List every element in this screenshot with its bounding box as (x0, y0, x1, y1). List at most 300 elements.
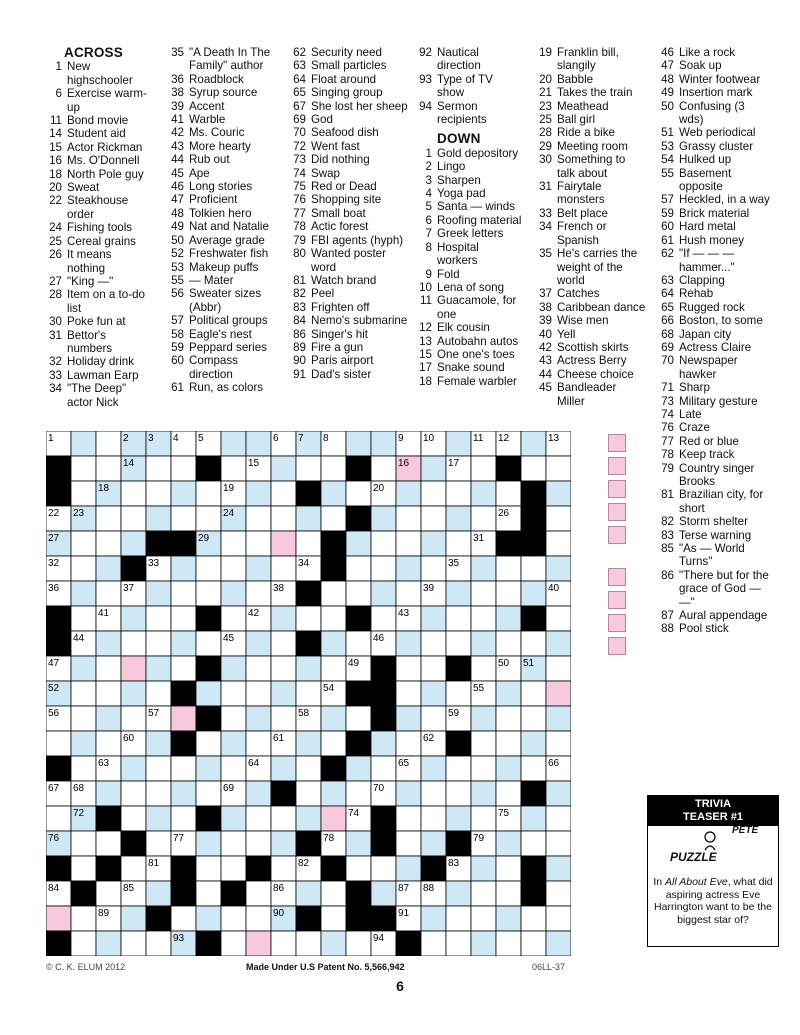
grid-cell[interactable] (371, 756, 396, 781)
grid-cell[interactable] (521, 431, 546, 456)
grid-cell[interactable] (121, 606, 146, 631)
grid-cell[interactable] (221, 681, 246, 706)
grid-cell[interactable] (296, 656, 321, 681)
grid-cell[interactable] (496, 581, 521, 606)
grid-cell[interactable] (446, 906, 471, 931)
grid-cell[interactable] (121, 531, 146, 556)
grid-cell[interactable] (171, 456, 196, 481)
grid-cell[interactable] (271, 831, 296, 856)
grid-cell[interactable] (521, 456, 546, 481)
grid-cell[interactable] (521, 706, 546, 731)
grid-cell[interactable] (296, 756, 321, 781)
grid-cell[interactable] (421, 506, 446, 531)
grid-cell[interactable] (396, 706, 421, 731)
grid-cell[interactable] (171, 581, 196, 606)
grid-cell[interactable] (146, 656, 171, 681)
grid-cell[interactable] (171, 706, 196, 731)
grid-cell[interactable] (496, 481, 521, 506)
grid-cell[interactable] (496, 931, 521, 956)
grid-cell[interactable] (446, 756, 471, 781)
grid-cell[interactable] (396, 531, 421, 556)
trivia-answer-boxes-top[interactable] (608, 434, 626, 549)
grid-cell[interactable] (221, 531, 246, 556)
grid-cell[interactable] (71, 681, 96, 706)
grid-cell[interactable] (146, 631, 171, 656)
grid-cell[interactable] (371, 506, 396, 531)
grid-cell[interactable] (96, 706, 121, 731)
grid-cell[interactable] (446, 681, 471, 706)
grid-cell[interactable] (546, 481, 571, 506)
trivia-answer-boxes-bottom[interactable] (608, 568, 626, 660)
grid-cell[interactable] (321, 456, 346, 481)
grid-cell[interactable] (521, 806, 546, 831)
grid-cell[interactable] (121, 856, 146, 881)
grid-cell[interactable] (396, 806, 421, 831)
grid-cell[interactable] (246, 706, 271, 731)
grid-cell[interactable] (321, 731, 346, 756)
answer-box[interactable] (608, 526, 626, 544)
grid-cell[interactable] (71, 556, 96, 581)
grid-cell[interactable] (271, 806, 296, 831)
grid-cell[interactable] (221, 856, 246, 881)
grid-cell[interactable] (96, 431, 121, 456)
grid-cell[interactable] (321, 581, 346, 606)
grid-cell[interactable] (521, 581, 546, 606)
grid-cell[interactable] (421, 931, 446, 956)
grid-cell[interactable] (346, 706, 371, 731)
grid-cell[interactable] (221, 806, 246, 831)
grid-cell[interactable] (121, 781, 146, 806)
grid-cell[interactable] (396, 681, 421, 706)
grid-cell[interactable] (221, 656, 246, 681)
grid-cell[interactable] (221, 606, 246, 631)
grid-cell[interactable] (546, 606, 571, 631)
grid-cell[interactable] (496, 606, 521, 631)
grid-cell[interactable] (396, 831, 421, 856)
grid-cell[interactable] (446, 531, 471, 556)
grid-cell[interactable] (121, 906, 146, 931)
grid-cell[interactable] (546, 531, 571, 556)
grid-cell[interactable] (71, 456, 96, 481)
grid-cell[interactable] (321, 631, 346, 656)
grid-cell[interactable] (146, 456, 171, 481)
grid-cell[interactable] (446, 606, 471, 631)
grid-cell[interactable] (521, 931, 546, 956)
grid-cell[interactable] (246, 831, 271, 856)
grid-cell[interactable] (246, 481, 271, 506)
grid-cell[interactable] (371, 606, 396, 631)
grid-cell[interactable] (146, 781, 171, 806)
grid-cell[interactable] (496, 756, 521, 781)
grid-cell[interactable] (196, 756, 221, 781)
grid-cell[interactable] (521, 906, 546, 931)
grid-cell[interactable] (96, 831, 121, 856)
grid-cell[interactable] (71, 906, 96, 931)
grid-cell[interactable] (171, 506, 196, 531)
grid-cell[interactable] (371, 531, 396, 556)
grid-cell[interactable] (246, 631, 271, 656)
grid-cell[interactable] (71, 706, 96, 731)
grid-cell[interactable] (71, 756, 96, 781)
grid-cell[interactable] (221, 831, 246, 856)
grid-cell[interactable] (496, 731, 521, 756)
grid-cell[interactable] (446, 581, 471, 606)
grid-cell[interactable] (521, 681, 546, 706)
grid-cell[interactable] (446, 781, 471, 806)
grid-cell[interactable] (271, 856, 296, 881)
grid-cell[interactable] (296, 456, 321, 481)
grid-cell[interactable] (371, 581, 396, 606)
grid-cell[interactable] (421, 706, 446, 731)
grid-cell[interactable] (146, 731, 171, 756)
grid-cell[interactable] (296, 681, 321, 706)
grid-cell[interactable] (471, 706, 496, 731)
grid-cell[interactable] (496, 556, 521, 581)
grid-cell[interactable] (546, 706, 571, 731)
grid-cell[interactable] (396, 556, 421, 581)
grid-cell[interactable] (321, 781, 346, 806)
grid-cell[interactable] (346, 481, 371, 506)
grid-cell[interactable] (221, 456, 246, 481)
grid-cell[interactable] (421, 631, 446, 656)
grid-cell[interactable] (446, 481, 471, 506)
grid-cell[interactable] (446, 431, 471, 456)
grid-cell[interactable] (196, 681, 221, 706)
grid-cell[interactable] (271, 456, 296, 481)
grid-cell[interactable] (146, 681, 171, 706)
grid-cell[interactable] (546, 656, 571, 681)
grid-cell[interactable] (471, 556, 496, 581)
grid-cell[interactable] (196, 556, 221, 581)
grid-cell[interactable] (96, 556, 121, 581)
grid-cell[interactable] (221, 556, 246, 581)
grid-cell[interactable] (471, 456, 496, 481)
grid-cell[interactable] (246, 931, 271, 956)
grid-cell[interactable] (121, 706, 146, 731)
grid-cell[interactable] (421, 656, 446, 681)
grid-cell[interactable] (271, 481, 296, 506)
grid-cell[interactable] (246, 656, 271, 681)
grid-cell[interactable] (271, 631, 296, 656)
grid-cell[interactable] (146, 831, 171, 856)
grid-cell[interactable] (146, 881, 171, 906)
grid-cell[interactable] (521, 756, 546, 781)
grid-cell[interactable] (546, 931, 571, 956)
grid-cell[interactable] (121, 506, 146, 531)
grid-cell[interactable] (96, 506, 121, 531)
grid-cell[interactable] (521, 556, 546, 581)
grid-cell[interactable] (546, 856, 571, 881)
answer-box[interactable] (608, 591, 626, 609)
grid-cell[interactable] (546, 631, 571, 656)
grid-cell[interactable] (471, 481, 496, 506)
grid-cell[interactable] (96, 581, 121, 606)
grid-cell[interactable] (171, 781, 196, 806)
grid-cell[interactable] (271, 681, 296, 706)
grid-cell[interactable] (321, 481, 346, 506)
grid-cell[interactable] (521, 831, 546, 856)
crossword-grid[interactable] (46, 431, 571, 956)
grid-cell[interactable] (296, 931, 321, 956)
grid-cell[interactable] (471, 881, 496, 906)
grid-cell[interactable] (496, 831, 521, 856)
grid-cell[interactable] (471, 581, 496, 606)
grid-cell[interactable] (96, 931, 121, 956)
grid-cell[interactable] (396, 631, 421, 656)
grid-cell[interactable] (221, 731, 246, 756)
grid-cell[interactable] (146, 581, 171, 606)
grid-cell[interactable] (171, 756, 196, 781)
grid-cell[interactable] (471, 631, 496, 656)
grid-cell[interactable] (221, 756, 246, 781)
answer-box[interactable] (608, 503, 626, 521)
grid-cell[interactable] (346, 831, 371, 856)
grid-cell[interactable] (421, 606, 446, 631)
grid-cell[interactable] (321, 806, 346, 831)
grid-cell[interactable] (71, 431, 96, 456)
answer-box[interactable] (608, 614, 626, 632)
grid-cell[interactable] (496, 781, 521, 806)
grid-cell[interactable] (221, 431, 246, 456)
grid-cell[interactable] (296, 731, 321, 756)
grid-cell[interactable] (171, 631, 196, 656)
grid-cell[interactable] (471, 931, 496, 956)
grid-cell[interactable] (71, 856, 96, 881)
grid-cell[interactable] (371, 881, 396, 906)
grid-cell[interactable] (446, 931, 471, 956)
grid-cell[interactable] (121, 656, 146, 681)
grid-cell[interactable] (496, 631, 521, 656)
grid-cell[interactable] (171, 806, 196, 831)
grid-cell[interactable] (371, 556, 396, 581)
grid-cell[interactable] (246, 506, 271, 531)
grid-cell[interactable] (396, 506, 421, 531)
grid-cell[interactable] (71, 656, 96, 681)
grid-cell[interactable] (546, 506, 571, 531)
grid-cell[interactable] (421, 756, 446, 781)
grid-cell[interactable] (421, 556, 446, 581)
grid-cell[interactable] (546, 881, 571, 906)
grid-cell[interactable] (421, 806, 446, 831)
grid-cell[interactable] (396, 731, 421, 756)
grid-cell[interactable] (546, 731, 571, 756)
grid-cell[interactable] (421, 681, 446, 706)
grid-cell[interactable] (471, 806, 496, 831)
grid-cell[interactable] (271, 506, 296, 531)
grid-cell[interactable] (146, 806, 171, 831)
grid-cell[interactable] (396, 656, 421, 681)
grid-cell[interactable] (521, 731, 546, 756)
grid-cell[interactable] (321, 606, 346, 631)
grid-cell[interactable] (546, 906, 571, 931)
grid-cell[interactable] (96, 881, 121, 906)
grid-cell[interactable] (46, 906, 71, 931)
grid-cell[interactable] (71, 931, 96, 956)
grid-cell[interactable] (146, 756, 171, 781)
grid-cell[interactable] (246, 881, 271, 906)
grid-cell[interactable] (221, 581, 246, 606)
grid-cell[interactable] (421, 831, 446, 856)
grid-cell[interactable] (246, 431, 271, 456)
grid-cell[interactable] (371, 856, 396, 881)
grid-cell[interactable] (546, 456, 571, 481)
answer-box[interactable] (608, 480, 626, 498)
grid-cell[interactable] (321, 881, 346, 906)
answer-box[interactable] (608, 568, 626, 586)
grid-cell[interactable] (246, 556, 271, 581)
grid-cell[interactable] (296, 606, 321, 631)
grid-cell[interactable] (446, 506, 471, 531)
grid-cell[interactable] (346, 531, 371, 556)
grid-cell[interactable] (246, 731, 271, 756)
answer-box[interactable] (608, 637, 626, 655)
grid-cell[interactable] (196, 481, 221, 506)
grid-cell[interactable] (171, 906, 196, 931)
grid-cell[interactable] (296, 506, 321, 531)
grid-cell[interactable] (346, 581, 371, 606)
grid-cell[interactable] (121, 481, 146, 506)
grid-cell[interactable] (446, 881, 471, 906)
grid-cell[interactable] (371, 731, 396, 756)
grid-cell[interactable] (196, 506, 221, 531)
grid-cell[interactable] (496, 906, 521, 931)
grid-cell[interactable] (471, 656, 496, 681)
grid-cell[interactable] (496, 706, 521, 731)
grid-cell[interactable] (196, 856, 221, 881)
grid-cell[interactable] (171, 481, 196, 506)
grid-cell[interactable] (271, 556, 296, 581)
grid-cell[interactable] (346, 781, 371, 806)
grid-cell[interactable] (221, 706, 246, 731)
grid-cell[interactable] (246, 781, 271, 806)
grid-cell[interactable] (346, 931, 371, 956)
grid-cell[interactable] (396, 781, 421, 806)
grid-cell[interactable] (321, 706, 346, 731)
grid-cell[interactable] (96, 681, 121, 706)
grid-cell[interactable] (446, 631, 471, 656)
grid-cell[interactable] (221, 906, 246, 931)
grid-cell[interactable] (471, 756, 496, 781)
grid-cell[interactable] (146, 481, 171, 506)
grid-cell[interactable] (321, 506, 346, 531)
grid-cell[interactable] (321, 906, 346, 931)
grid-cell[interactable] (46, 731, 71, 756)
answer-box[interactable] (608, 434, 626, 452)
grid-cell[interactable] (46, 806, 71, 831)
grid-cell[interactable] (496, 856, 521, 881)
grid-cell[interactable] (96, 531, 121, 556)
grid-cell[interactable] (71, 481, 96, 506)
grid-cell[interactable] (546, 806, 571, 831)
grid-cell[interactable] (296, 806, 321, 831)
grid-cell[interactable] (546, 681, 571, 706)
grid-cell[interactable] (96, 456, 121, 481)
grid-cell[interactable] (196, 781, 221, 806)
grid-cell[interactable] (371, 456, 396, 481)
grid-cell[interactable] (246, 681, 271, 706)
grid-cell[interactable] (346, 756, 371, 781)
grid-cell[interactable] (146, 606, 171, 631)
grid-cell[interactable] (246, 531, 271, 556)
grid-cell[interactable] (446, 806, 471, 831)
grid-cell[interactable] (421, 531, 446, 556)
grid-cell[interactable] (71, 831, 96, 856)
grid-cell[interactable] (296, 781, 321, 806)
grid-cell[interactable] (471, 781, 496, 806)
grid-cell[interactable] (396, 581, 421, 606)
grid-cell[interactable] (421, 781, 446, 806)
grid-cell[interactable] (246, 806, 271, 831)
grid-cell[interactable] (296, 531, 321, 556)
grid-cell[interactable] (471, 856, 496, 881)
grid-cell[interactable] (421, 481, 446, 506)
grid-cell[interactable] (271, 706, 296, 731)
grid-cell[interactable] (546, 781, 571, 806)
grid-cell[interactable] (121, 681, 146, 706)
grid-cell[interactable] (496, 681, 521, 706)
grid-cell[interactable] (121, 756, 146, 781)
grid-cell[interactable] (396, 481, 421, 506)
grid-cell[interactable] (271, 606, 296, 631)
grid-cell[interactable] (271, 931, 296, 956)
grid-cell[interactable] (246, 581, 271, 606)
grid-cell[interactable] (296, 881, 321, 906)
grid-cell[interactable] (171, 606, 196, 631)
grid-cell[interactable] (521, 631, 546, 656)
grid-cell[interactable] (421, 456, 446, 481)
grid-cell[interactable] (246, 906, 271, 931)
grid-cell[interactable] (146, 506, 171, 531)
grid-cell[interactable] (271, 756, 296, 781)
grid-cell[interactable] (346, 856, 371, 881)
grid-cell[interactable] (96, 731, 121, 756)
grid-cell[interactable] (396, 856, 421, 881)
grid-cell[interactable] (471, 506, 496, 531)
grid-cell[interactable] (471, 606, 496, 631)
grid-cell[interactable] (546, 556, 571, 581)
grid-cell[interactable] (196, 906, 221, 931)
grid-cell[interactable] (271, 531, 296, 556)
grid-cell[interactable] (321, 931, 346, 956)
grid-cell[interactable] (121, 931, 146, 956)
grid-cell[interactable] (171, 556, 196, 581)
grid-cell[interactable] (96, 631, 121, 656)
answer-box[interactable] (608, 457, 626, 475)
grid-cell[interactable] (546, 831, 571, 856)
grid-cell[interactable] (146, 931, 171, 956)
grid-cell[interactable] (346, 431, 371, 456)
grid-cell[interactable] (471, 731, 496, 756)
grid-cell[interactable] (96, 781, 121, 806)
grid-cell[interactable] (196, 831, 221, 856)
grid-cell[interactable] (346, 631, 371, 656)
grid-cell[interactable] (196, 881, 221, 906)
grid-cell[interactable] (221, 931, 246, 956)
grid-cell[interactable] (421, 906, 446, 931)
grid-cell[interactable] (471, 906, 496, 931)
grid-cell[interactable] (271, 656, 296, 681)
grid-cell[interactable] (121, 806, 146, 831)
grid-cell[interactable] (196, 731, 221, 756)
grid-cell[interactable] (321, 656, 346, 681)
grid-cell[interactable] (196, 631, 221, 656)
grid-cell[interactable] (121, 631, 146, 656)
grid-cell[interactable] (496, 881, 521, 906)
grid-cell[interactable] (371, 431, 396, 456)
grid-cell[interactable] (71, 606, 96, 631)
grid-cell[interactable] (71, 731, 96, 756)
grid-cell[interactable] (346, 556, 371, 581)
